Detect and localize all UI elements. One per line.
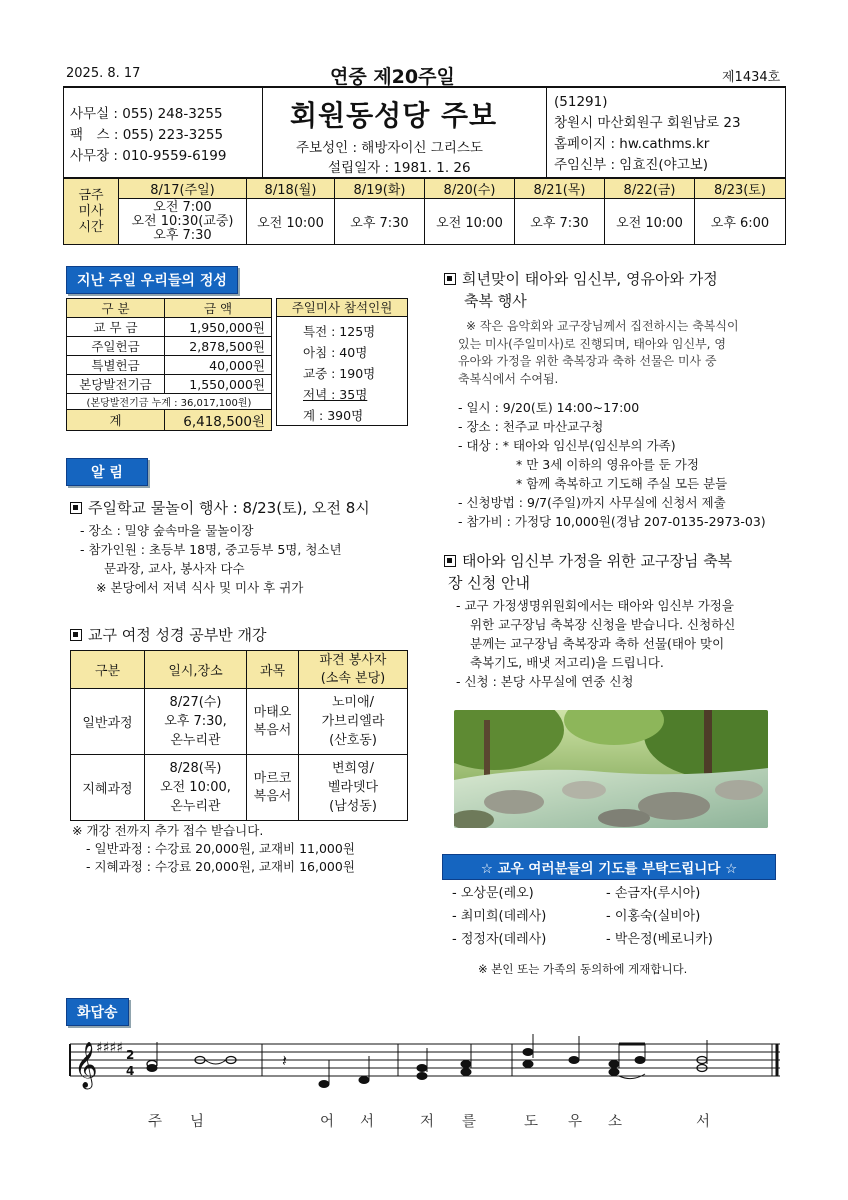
bullet-square-icon bbox=[444, 555, 456, 567]
founding-date: 설립일자 : 1981. 1. 26 bbox=[328, 160, 471, 176]
mass-schedule-table bbox=[63, 178, 786, 245]
bullet-square-icon bbox=[70, 502, 82, 514]
offerings-total: 6,418,500원 bbox=[165, 410, 272, 431]
offerings-table: 구 분 금 액 교 무 금 1,950,000원 주일헌금 2,878,500원 특별헌금 40,000원 본당발전기금 1,550,000원 (본당발전기금 누계 : 36,017,100원) 계 6,418,500원 bbox=[66, 298, 272, 431]
mass-day: 8/23(토) bbox=[695, 179, 786, 199]
mass-day: 8/17(주일) bbox=[119, 179, 247, 199]
summer-event-title: 주일학교 물놀이 행사 : 8/23(토), 오전 8시 bbox=[70, 497, 370, 518]
psalm-badge: 화답송 bbox=[66, 998, 129, 1026]
svg-text:♯♯♯♯: ♯♯♯♯ bbox=[96, 1040, 124, 1056]
forest-stream-photo bbox=[454, 710, 768, 828]
mass-times: 오전 7:00 오전 10:30(교중) 오후 7:30 bbox=[119, 199, 247, 245]
address-info: (51291) 창원시 마산회원구 회원남로 23 홈페이지 : hw.cathms.kr 주임신부 : 임효진(야고보) bbox=[554, 94, 741, 173]
prayer-badge: ☆ 교우 여러분들의 기도를 부탁드립니다 ☆ bbox=[442, 854, 776, 880]
prayer-consent-note: ※ 본인 또는 가족의 동의하에 게재합니다. bbox=[478, 962, 688, 976]
jubilee-intro: ※ 작은 음악회와 교구장님께서 집전하시는 축복식이 있는 미사(주일미사)로 진행되며, 태아와 임신부, 영 유아와 가정을 위한 축복장과 축하 선물은 미사 중 축복식에서 수여됨. bbox=[458, 319, 739, 386]
notices-badge: 알 림 bbox=[66, 458, 148, 486]
fund-cumulative-note: (본당발전기금 누계 : 36,017,100원) bbox=[67, 394, 272, 410]
bible-course-table: 구분 일시,장소 과목 파견 봉사자 (소속 본당) 일반과정 8/27(수) 오후 7:30, 온누리관 마태오 복음서 노미애/ 가브리엘라 (산호동) 지혜과정 8/28(목) 오전 10:00, 온누리관 마르코 복음서 변희영/ 벨라뎃다 (남성동) bbox=[70, 650, 408, 821]
svg-text:𝄞: 𝄞 bbox=[74, 1042, 98, 1088]
mass-times: 오전 10:00 bbox=[605, 199, 695, 245]
psalm-lyrics: 주 님 어 서 저 를 도 우 소 서 bbox=[148, 1114, 711, 1130]
bullet-square-icon bbox=[444, 273, 456, 285]
mass-day: 8/19(화) bbox=[335, 179, 425, 199]
blessing-title: 태아와 임신부 가정을 위한 교구장님 축복 장 신청 안내 bbox=[444, 550, 732, 594]
svg-text:4: 4 bbox=[126, 1064, 135, 1078]
jubilee-details: - 일시 : 9/20(토) 14:00~17:00 - 장소 : 천주교 마산교구청 - 대상 : * 태아와 임신부(임신부의 가족) * 만 3세 이하의 영유아를 둔 가정 * 함께 축복하고 기도해 주실 모든 분들 - 신청방법 : 9/7(주일)까지 사무실에 신청서 제출 - 참가비 : 가정당 10,000원(경남 207-0135-2973-03) bbox=[458, 400, 766, 529]
mass-times: 오전 10:00 bbox=[425, 199, 515, 245]
mass-times: 오후 7:30 bbox=[515, 199, 605, 245]
homepage-link[interactable]: 홈페이지 : hw.cathms.kr bbox=[554, 136, 710, 152]
jubilee-title: 희년맞이 태아와 임신부, 영유아와 가정 축복 행사 bbox=[444, 268, 718, 312]
offerings-badge: 지난 주일 우리들의 정성 bbox=[66, 266, 238, 294]
issue-number: 제1434호 bbox=[722, 70, 781, 85]
prayer-names-right: - 손금자(루시아) - 이홍숙(실비아) - 박은정(베로니카) bbox=[606, 886, 713, 947]
mass-day: 8/21(목) bbox=[515, 179, 605, 199]
bulletin-date: 2025. 8. 17 bbox=[66, 66, 141, 81]
mass-label: 금주 미사 시간 bbox=[64, 179, 119, 245]
mass-times: 오전 10:00 bbox=[247, 199, 335, 245]
attendance-box: 주일미사 참석인원 특전 : 125명 아침 : 40명 교중 : 190명 저녁 : 35명 계 : 390명 bbox=[276, 298, 408, 426]
paper-name: 회원동성당 주보 bbox=[290, 99, 498, 132]
masthead bbox=[63, 88, 786, 178]
bible-course-title: 교구 여정 성경 공부반 개강 bbox=[70, 624, 266, 645]
blessing-details: - 교구 가정생명위원회에서는 태아와 임신부 가정을 위한 교구장님 축복장 신청을 받습니다. 신청하신 분께는 교구장님 축복장과 축하 선물(태아 맞이 축복기도, 배냇 저고리)을 드립니다. - 신청 : 본당 사무실에 연중 신청 bbox=[456, 598, 736, 689]
mass-day: 8/20(수) bbox=[425, 179, 515, 199]
prayer-names-left: - 오상문(레오) - 최미희(데레사) - 정정자(데레사) bbox=[452, 886, 547, 947]
mass-day: 8/22(금) bbox=[605, 179, 695, 199]
mass-times: 오후 6:00 bbox=[695, 199, 786, 245]
bullet-square-icon bbox=[70, 629, 82, 641]
mass-times: 오후 7:30 bbox=[335, 199, 425, 245]
patron-saint: 주보성인 : 해방자이신 그리스도 bbox=[296, 140, 483, 156]
mass-day: 8/18(월) bbox=[247, 179, 335, 199]
sunday-title: 연중 제20주일 bbox=[330, 66, 455, 88]
svg-text:𝄽: 𝄽 bbox=[282, 1051, 287, 1070]
summer-event-details: - 장소 : 밀양 숲속마을 물놀이장 - 참가인원 : 초등부 18명, 중고등부 5명, 청소년 문과장, 교사, 봉사자 다수 ※ 본당에서 저녁 식사 및 미사 후 귀가 bbox=[80, 523, 342, 595]
psalm-music-staff bbox=[66, 1030, 786, 1098]
bible-course-notes: ※ 개강 전까지 추가 접수 받습니다. - 일반과정 : 수강료 20,000원, 교재비 11,000원 - 지혜과정 : 수강료 20,000원, 교재비 16,000원 bbox=[72, 823, 355, 874]
svg-text:2: 2 bbox=[126, 1048, 135, 1062]
contact-info: 사무실 : 055) 248-3255 팩 스 : 055) 223-3255 사무장 : 010-9559-6199 bbox=[70, 106, 227, 164]
